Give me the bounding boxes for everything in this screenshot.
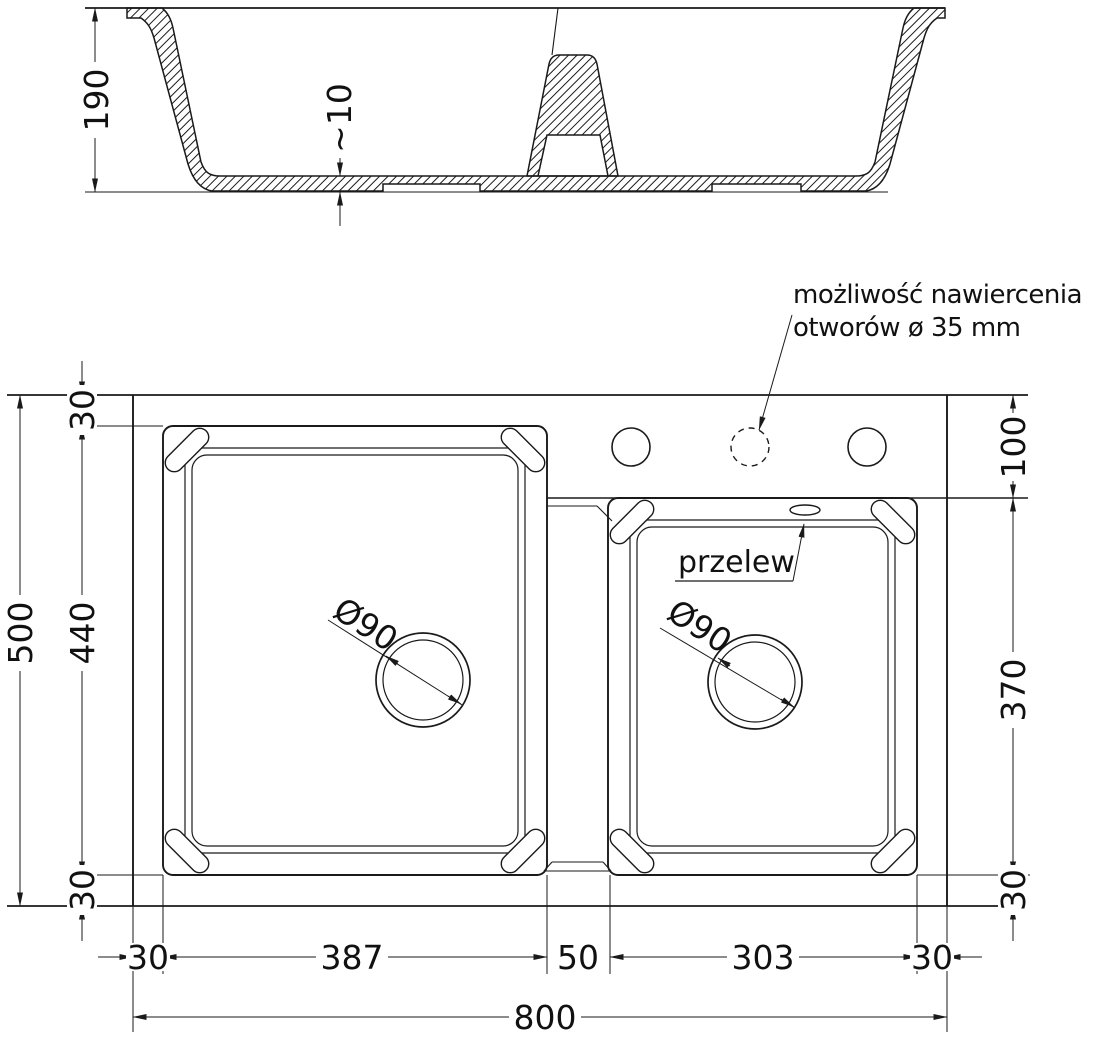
dim-right-bowl-width: 303 <box>731 937 795 977</box>
dim-left-margin: 30 <box>127 937 169 977</box>
chamfer <box>498 826 549 877</box>
left-bowl <box>163 426 547 875</box>
chamfer <box>607 826 658 877</box>
drill-note-line2: otworów ø 35 mm <box>793 313 1021 343</box>
drain-right-inner <box>715 642 795 722</box>
chamfer <box>607 497 658 548</box>
left-bowl-outer <box>163 426 547 875</box>
left-bowl-rim <box>185 448 525 853</box>
chamfer <box>868 826 919 877</box>
chamfer <box>162 826 213 877</box>
overflow-hole <box>790 505 820 515</box>
saddle-end-left <box>544 862 552 871</box>
dim-divider-width: 50 <box>557 937 599 977</box>
section-dim-labels <box>77 62 359 158</box>
faucet-hole-right <box>848 428 886 466</box>
dim-overall-depth: 500 <box>0 601 40 665</box>
section-floor-dim: ~10 <box>319 83 359 153</box>
dim-drain-left-diameter: Ø90 <box>326 589 405 660</box>
dim-deck-depth: 100 <box>993 415 1033 479</box>
bowl-corner-chamfers <box>162 425 919 877</box>
saddle-end-right <box>603 862 611 871</box>
overflow-label: przelew <box>678 545 795 580</box>
divider-saddle <box>544 862 611 871</box>
faucet-hole-optional-dashed <box>731 428 769 466</box>
dim-left-bowl-depth: 440 <box>62 601 102 665</box>
section-depth-dim: 190 <box>76 68 116 132</box>
chamfer <box>498 425 549 476</box>
dim-overall-width: 800 <box>513 997 577 1037</box>
left-bowl-inner <box>192 455 518 846</box>
faucet-hole-left <box>612 428 650 466</box>
chamfer <box>162 425 213 476</box>
dim-left-bowl-width: 387 <box>320 937 384 977</box>
section-divider-back-edge <box>552 8 558 55</box>
dim-bottom-margin-left: 30 <box>62 869 102 911</box>
dim-right-margin: 30 <box>911 937 953 977</box>
dim-bottom-margin-right: 30 <box>993 869 1033 911</box>
drain-right <box>660 628 802 729</box>
dim-drain-right-diameter: Ø90 <box>660 591 739 662</box>
chamfer <box>868 497 919 548</box>
plan-view <box>7 315 1030 1032</box>
note-leader-line <box>759 315 792 430</box>
deck-step-diagonal <box>597 506 612 521</box>
section-view <box>85 8 945 226</box>
section-divider-hatched <box>527 55 618 176</box>
drill-note-line1: możliwość nawiercenia <box>793 280 1083 310</box>
dim-right-bowl-depth: 370 <box>993 658 1033 722</box>
dim-top-margin: 30 <box>62 389 102 431</box>
